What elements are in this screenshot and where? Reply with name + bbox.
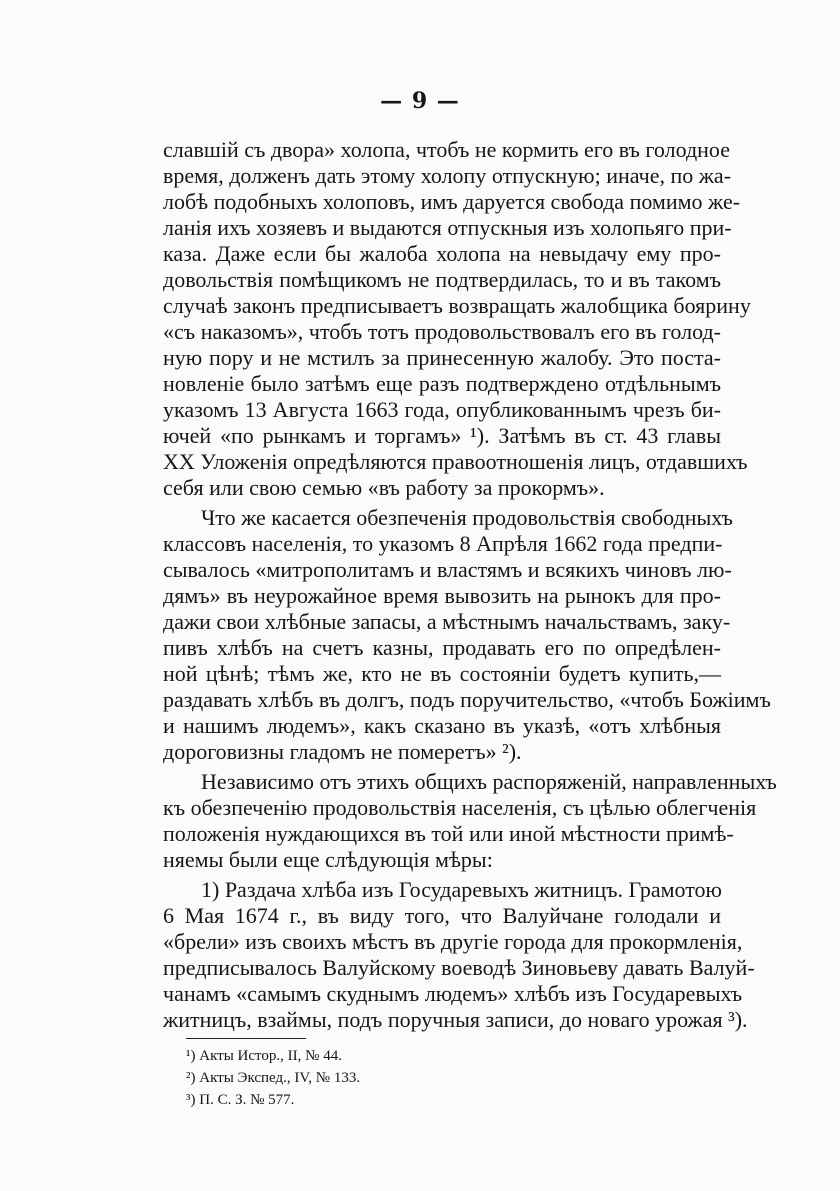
text-line: ную пору и не мстилъ за принесенную жалобу. Это поста- (163, 345, 721, 370)
text-line: дажи свои хлѣбные запасы, а мѣстнымъ начальствамъ, заку- (163, 609, 731, 634)
text-line: 1) Раздача хлѣба изъ Государевыхъ житницъ. Грамотою (201, 877, 722, 902)
text-line: Что же касается обезпеченія продовольствія свободныхъ (201, 505, 733, 530)
footnote: ²) Акты Экспед., IV, № 133. (186, 1070, 361, 1086)
text-line: довольствія помѣщикомъ не подтвердилась, то и въ такомъ (163, 267, 721, 292)
text-line: предписывалось Валуйскому воеводѣ Зиновьеву давать Валуй- (163, 955, 755, 980)
text-line: раздавать хлѣбъ въ долгъ, подъ поручительство, «чтобъ Божіимъ (163, 687, 771, 712)
text-line: каза. Даже если бы жалоба холопа на невыдачу ему про- (163, 241, 721, 266)
text-line: «брели» изъ своихъ мѣстъ въ другіе города для прокормленія, (163, 929, 743, 954)
text-line: «съ наказомъ», чтобъ тотъ продовольствовалъ его въ голод- (163, 319, 721, 344)
text-line: случаѣ законъ предписываетъ возвращать жалобщика боярину (163, 293, 751, 318)
text-line: сывалось «митрополитамъ и властямъ и всякихъ чиновъ лю- (163, 557, 732, 582)
text-line: дороговизны гладомъ не померетъ» ²). (163, 739, 522, 764)
text-line: указомъ 13 Августа 1663 года, опубликованнымъ чрезъ би- (163, 397, 721, 422)
footnote: ¹) Акты Истор., II, № 44. (186, 1048, 342, 1064)
text-line: 6 Мая 1674 г., въ виду того, что Валуйчане голодали и (163, 903, 721, 928)
text-line: себя или свою семью «въ работу за прокормъ». (163, 475, 605, 500)
text-line: чанамъ «самымъ скуднымъ людемъ» хлѣбъ изъ Государевыхъ (163, 981, 743, 1006)
text-line: Независимо отъ этихъ общихъ распоряженій, направленныхъ (201, 769, 777, 794)
text-line: няемы были еще слѣдующія мѣры: (163, 847, 493, 872)
text-line: славшій съ двора» холопа, чтобъ не кормить его въ голодное (163, 137, 730, 162)
text-line: ной цѣнѣ; тѣмъ же, кто не въ состояніи будетъ купить,— (163, 661, 721, 686)
text-line: ючей «по рынкамъ и торгамъ» ¹). Затѣмъ въ ст. 43 главы (163, 423, 721, 448)
text-line: житницъ, взаймы, подъ поручныя записи, до новаго урожая ³). (163, 1007, 748, 1032)
text-line: ланія ихъ хозяевъ и выдаются отпускныя изъ холопьяго при- (163, 215, 732, 240)
footnote: ³) П. С. З. № 577. (186, 1092, 295, 1108)
text-line: къ обезпеченію продовольствія населенія, съ цѣлью облегченія (163, 795, 757, 820)
text-line: дямъ» въ неурожайное время вывозить на рынокъ для про- (163, 583, 721, 608)
footnote-rule (186, 1038, 306, 1039)
text-line: классовъ населенія, то указомъ 8 Апрѣля 1662 года предпи- (163, 531, 723, 556)
text-line: и нашимъ людемъ», какъ сказано въ указѣ, «отъ хлѣбныя (163, 713, 721, 738)
text-line: лобѣ подобныхъ холоповъ, имъ даруется свобода помимо же- (163, 189, 741, 214)
text-line: XX Уложенія опредѣляются правоотношенія лицъ, отдавшихъ (163, 449, 748, 474)
page-number: — 9 — (380, 88, 460, 114)
text-line: пивъ хлѣбъ на счетъ казны, продавать его по опредѣлен- (163, 635, 721, 660)
text-line: время, долженъ дать этому холопу отпускную; иначе, по жа- (163, 163, 732, 188)
text-line: положенія нуждающихся въ той или иной мѣстности примѣ- (163, 821, 734, 846)
text-line: новленіе было затѣмъ еще разъ подтверждено отдѣльнымъ (163, 371, 721, 396)
